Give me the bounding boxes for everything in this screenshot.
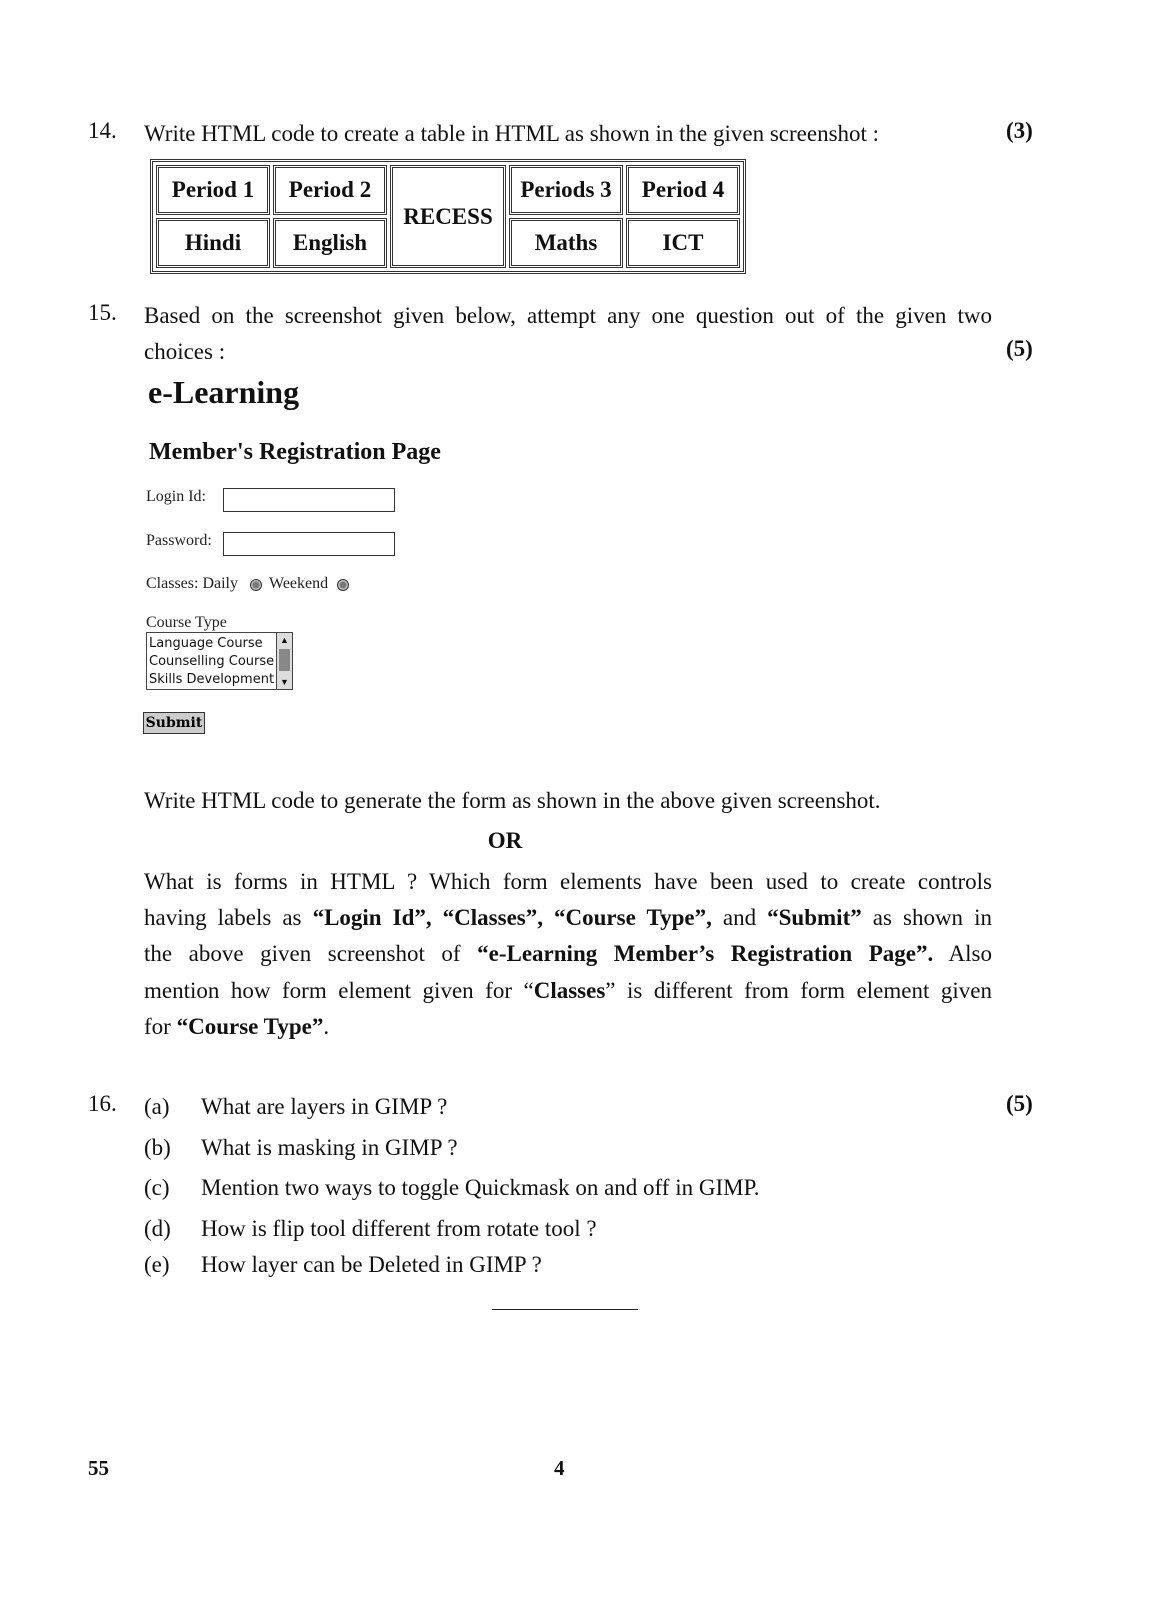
- recess-cell: RECESS: [390, 165, 506, 268]
- scroll-thumb[interactable]: [279, 649, 290, 671]
- or-separator: OR: [487, 828, 523, 853]
- password-input[interactable]: [223, 532, 395, 556]
- q16-part-text: What is masking in GIMP ?: [201, 1135, 458, 1160]
- course-type-label: Course Type: [146, 614, 227, 631]
- registration-screenshot: [146, 372, 566, 752]
- q15-line2: choices :: [144, 339, 226, 364]
- password-label: Password:: [146, 532, 212, 549]
- login-id-input[interactable]: [223, 488, 395, 512]
- screenshot-subtitle: Member's Registration Page: [149, 439, 441, 465]
- timetable: [150, 159, 746, 274]
- period-3-header: Periods 3: [509, 165, 623, 215]
- daily-radio[interactable]: [250, 579, 262, 591]
- q16-part-text: How layer can be Deleted in GIMP ?: [201, 1252, 542, 1277]
- q15-alt-line3: the above given screenshot of “e-Learning Member’s Registration Page”. Also: [144, 941, 992, 966]
- scroll-up-icon[interactable]: ▲: [280, 635, 289, 645]
- q14-text: Write HTML code to create a table in HTML as shown in the given screenshot :: [144, 121, 880, 146]
- paper-code: 55: [88, 1456, 109, 1480]
- q16-marks: (5): [1006, 1091, 1033, 1116]
- period-2-header: Period 2: [273, 165, 387, 215]
- q16-part-label: (e): [144, 1252, 170, 1277]
- course-type-listbox[interactable]: [146, 632, 293, 690]
- scroll-down-icon[interactable]: ▼: [280, 677, 289, 687]
- weekend-radio[interactable]: [337, 579, 349, 591]
- login-id-label: Login Id:: [146, 488, 206, 505]
- course-option[interactable]: Skills Development: [149, 672, 275, 687]
- q16-part-label: (d): [144, 1216, 171, 1241]
- q15-alt-line5: for “Course Type”.: [144, 1014, 330, 1039]
- q15-alt-line1: What is forms in HTML ? Which form elements have been used to create controls: [144, 869, 992, 894]
- q15-alt-line4: mention how form element given for “Classes” is different from form element given: [144, 978, 992, 1003]
- q16-part-label: (c): [144, 1175, 170, 1200]
- listbox-scrollbar[interactable]: [276, 633, 292, 689]
- course-option[interactable]: Counselling Course: [149, 654, 275, 669]
- q15-alt-line2: having labels as “Login Id”, “Classes”, “Course Type”, and “Submit” as shown in: [144, 905, 992, 930]
- q16-part-text: How is flip tool different from rotate tool ?: [201, 1216, 597, 1241]
- q16-part-label: (b): [144, 1135, 171, 1160]
- q16-number: 16.: [88, 1091, 117, 1116]
- screenshot-title: e-Learning: [148, 374, 300, 410]
- classes-label: Classes: Daily: [146, 575, 238, 592]
- subject-hindi: Hindi: [156, 218, 270, 268]
- page-number: 4: [554, 1456, 565, 1480]
- q16-part-text: Mention two ways to toggle Quickmask on and off in GIMP.: [201, 1175, 760, 1200]
- q15-line1: Based on the screenshot given below, attempt any one question out of the given two: [144, 303, 992, 328]
- subject-ict: ICT: [626, 218, 740, 268]
- q15-marks: (5): [1006, 336, 1033, 361]
- q14-marks: (3): [1006, 118, 1033, 143]
- period-1-header: Period 1: [156, 165, 270, 215]
- weekend-label: Weekend: [269, 575, 329, 592]
- q15-instruction: Write HTML code to generate the form as shown in the above given screenshot.: [144, 788, 881, 813]
- q14-number: 14.: [88, 118, 117, 143]
- q16-part-text: What are layers in GIMP ?: [201, 1094, 448, 1119]
- subject-maths: Maths: [509, 218, 623, 268]
- q16-part-label: (a): [144, 1094, 170, 1119]
- course-option[interactable]: Language Course: [149, 636, 263, 651]
- period-4-header: Period 4: [626, 165, 740, 215]
- submit-button[interactable]: Submit: [143, 712, 205, 734]
- end-rule: [492, 1309, 638, 1310]
- subject-english: English: [273, 218, 387, 268]
- q15-number: 15.: [88, 300, 117, 325]
